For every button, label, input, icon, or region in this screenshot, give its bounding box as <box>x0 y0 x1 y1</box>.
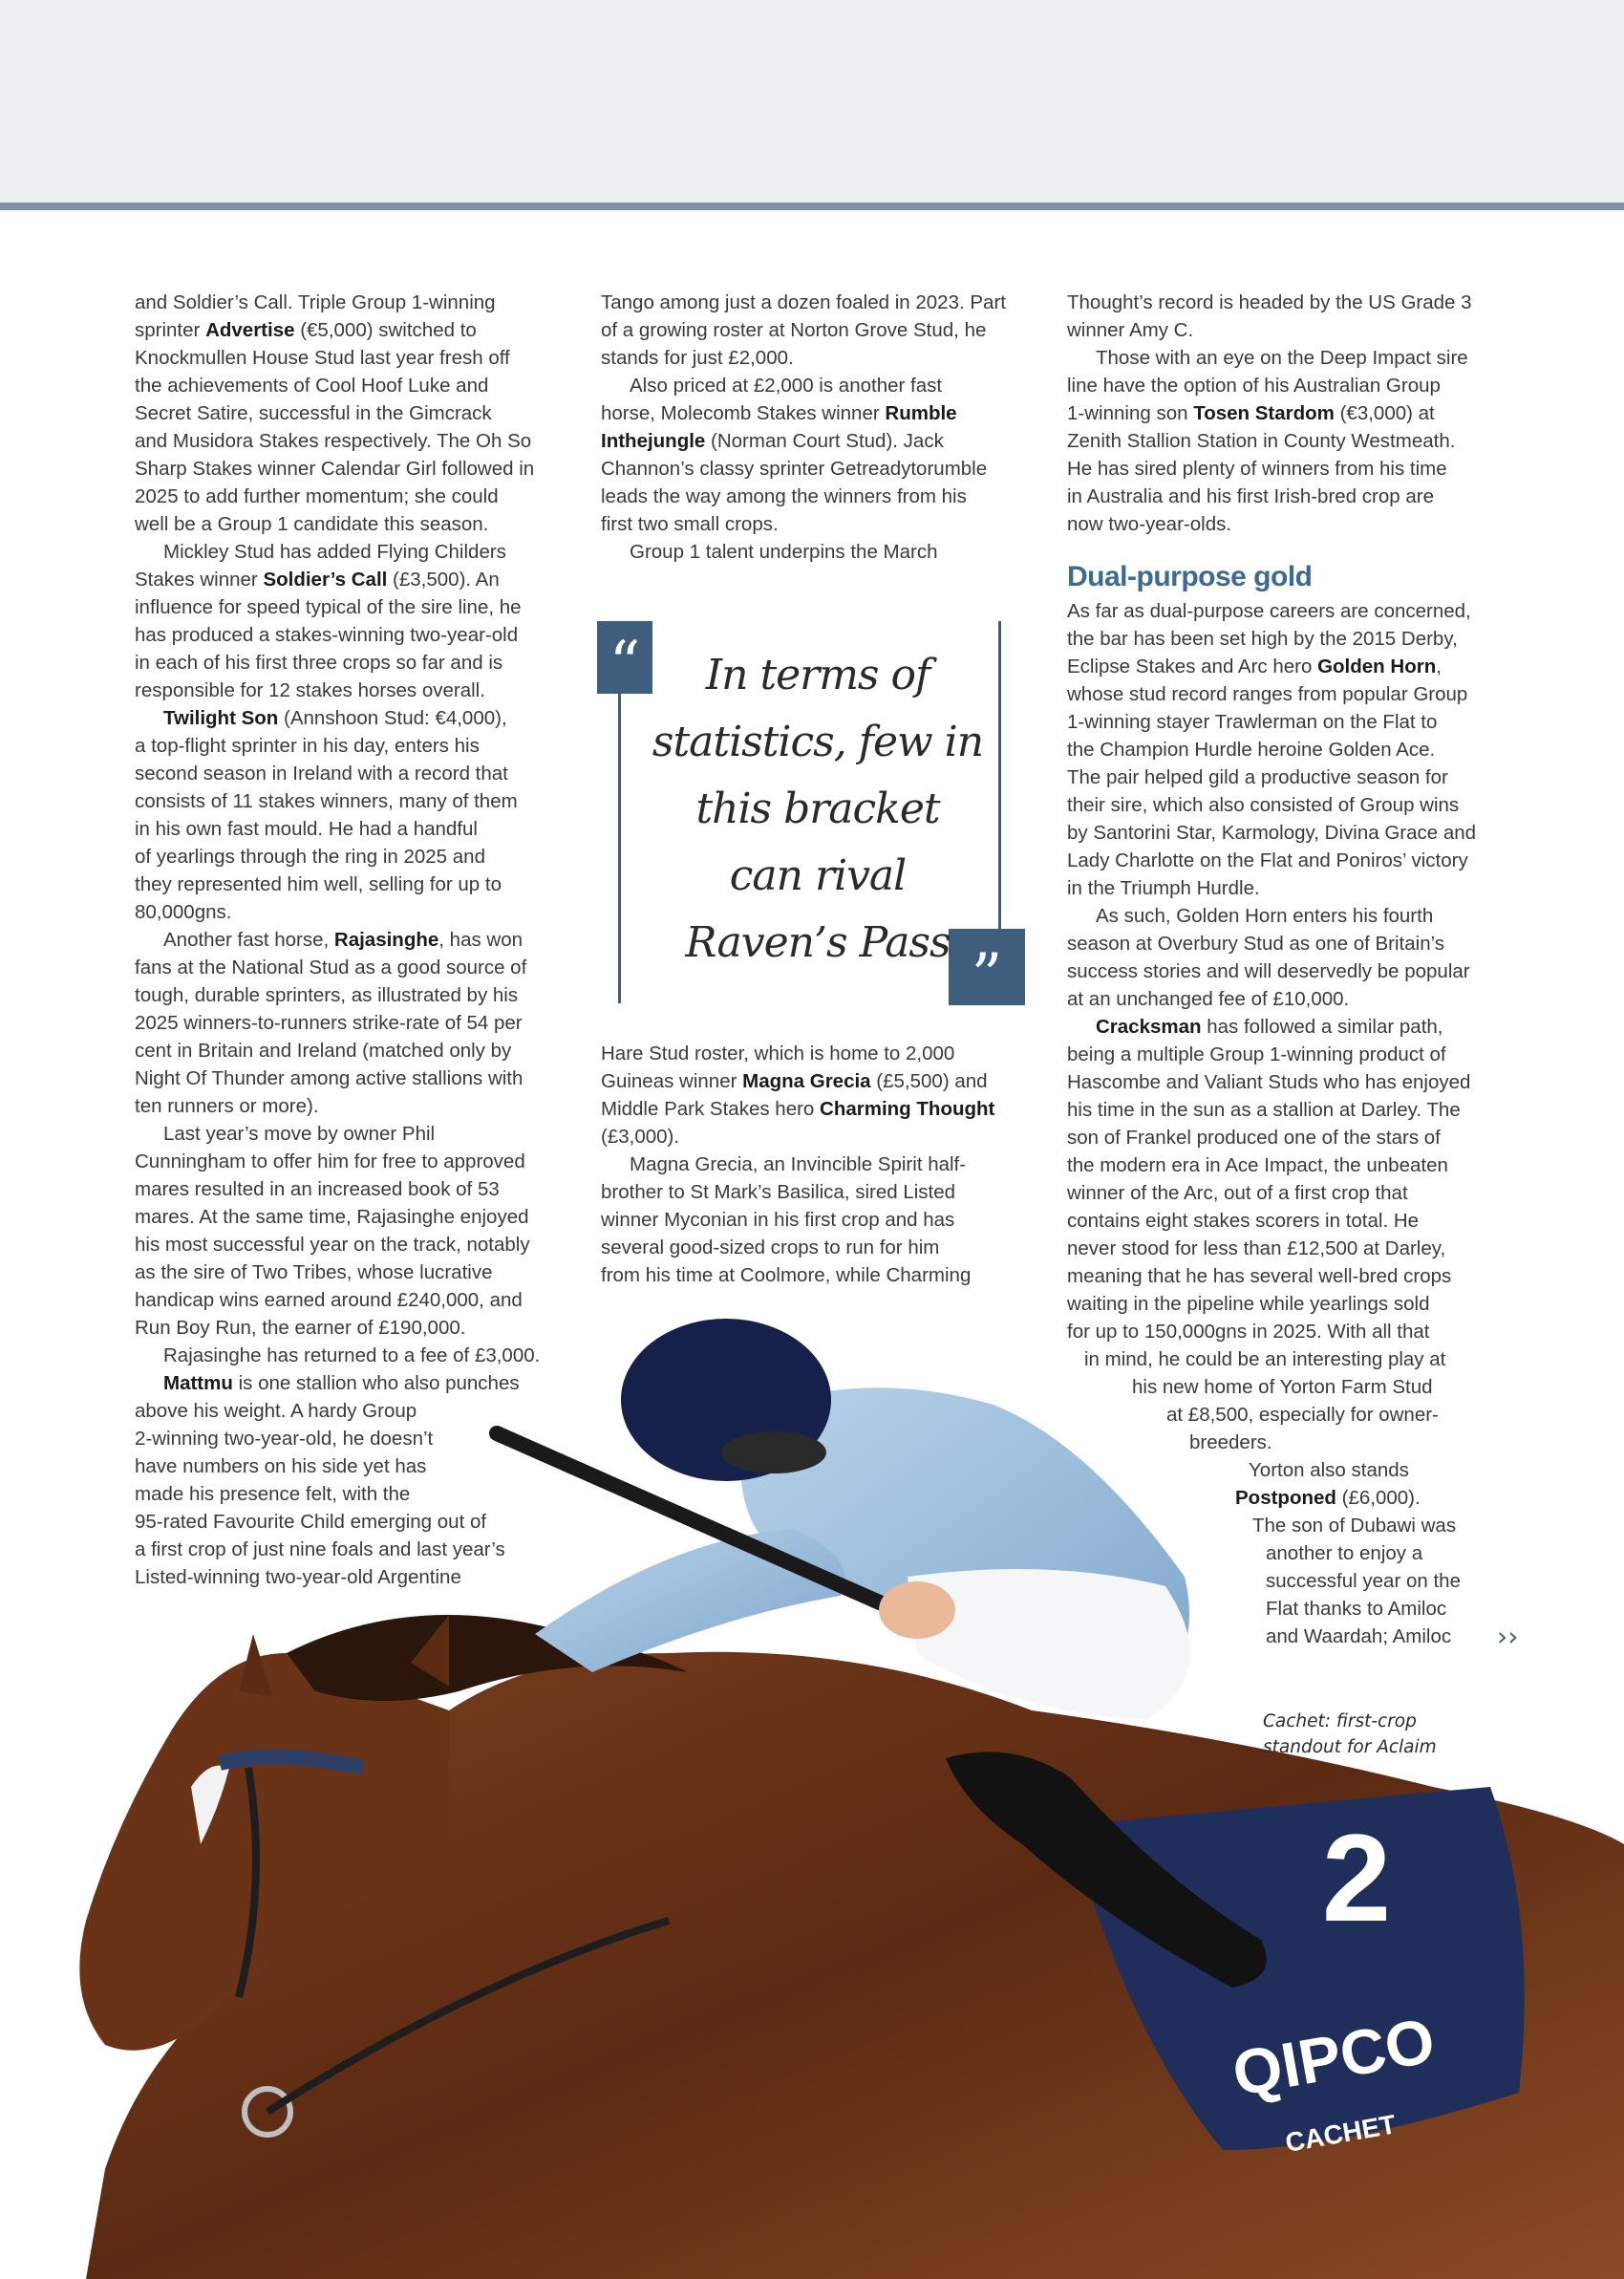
text-line: sprinter Advertise (€5,000) switched to <box>135 319 477 341</box>
text-line: The pair helped gild a productive season for <box>1067 766 1448 788</box>
text-line: Mattmu is one stallion who also punches <box>163 1372 520 1394</box>
text-line: Guineas winner Magna Grecia (£5,500) and <box>601 1070 988 1092</box>
text-line: has produced a stakes-winning two-year-old <box>135 624 519 646</box>
text-line: Inthejungle (Norman Court Stud). Jack <box>601 430 944 452</box>
pullquote-rule-right <box>998 621 1001 946</box>
text-line: Zenith Stallion Station in County Westmeath. <box>1067 430 1456 452</box>
text-line: in mind, he could be an interesting play at <box>1084 1348 1446 1370</box>
text-line: cent in Britain and Ireland (matched only by <box>135 1040 512 1062</box>
text-line: Channon’s classy sprinter Getreadytorumble <box>601 458 988 480</box>
continue-arrow-icon: ›› <box>1497 1621 1519 1652</box>
text-line: and Waardah; Amiloc <box>1266 1625 1452 1647</box>
text-line: as the sire of Two Tribes, whose lucrative <box>135 1261 493 1283</box>
text-line: at an unchanged fee of £10,000. <box>1067 988 1350 1010</box>
text-line: in each of his first three crops so far and is <box>135 652 503 674</box>
text-line: they represented him well, selling for up to <box>135 873 502 895</box>
text-line: consists of 11 stakes winners, many of them <box>135 790 518 812</box>
text-line: 1-winning stayer Trawlerman on the Flat to <box>1067 711 1438 733</box>
text-line: leads the way among the winners from his <box>601 485 967 507</box>
text-line: in the Triumph Hurdle. <box>1067 877 1260 899</box>
text-line: whose stud record ranges from popular Group <box>1067 683 1468 705</box>
text-line: 2-winning two-year-old, he doesn’t <box>135 1428 434 1450</box>
text-line: Thought’s record is headed by the US Grade 3 <box>1067 291 1472 313</box>
close-quote-icon: ” <box>949 929 1025 1005</box>
text-line: the Champion Hurdle heroine Golden Ace. <box>1067 739 1436 761</box>
text-line: second season in Ireland with a record that <box>135 763 508 785</box>
photo-caption <box>1263 1709 1511 1760</box>
caption-line: Cachet: first-crop <box>1263 1711 1417 1731</box>
text-line: of yearlings through the ring in 2025 and <box>135 846 485 868</box>
text-line: a first crop of just nine foals and last year’s <box>135 1538 505 1560</box>
racehorse-photo <box>0 1309 1624 2279</box>
text-line: waiting in the pipeline while yearlings sold <box>1067 1293 1430 1315</box>
text-line: contains eight stakes scorers in total. He <box>1067 1210 1420 1232</box>
text-line: (£3,000). <box>601 1126 680 1148</box>
text-line: Another fast horse, Rajasinghe, has won <box>163 929 524 951</box>
text-line: and Soldier’s Call. Triple Group 1-winning <box>135 291 496 313</box>
text-line: above his weight. A hardy Group <box>135 1400 417 1422</box>
text-line: and Musidora Stakes respectively. The Oh So <box>135 430 532 452</box>
text-line: Sharp Stakes winner Calendar Girl followed in <box>135 458 535 480</box>
text-line: influence for speed typical of the sire line, he <box>135 596 522 618</box>
text-line: Knockmullen House Stud last year fresh off <box>135 347 510 369</box>
text-line: winner Myconian in his first crop and has <box>601 1209 955 1231</box>
text-line: Cunningham to offer him for free to approved <box>135 1150 525 1172</box>
text-line: Flat thanks to Amiloc <box>1266 1598 1447 1620</box>
text-line: being a multiple Group 1-winning product of <box>1067 1043 1446 1065</box>
jockey-goggles <box>721 1431 826 1473</box>
text-line: brother to St Mark’s Basilica, sired Listed <box>601 1181 956 1203</box>
text-line: ten runners or more). <box>135 1095 319 1117</box>
open-quote-icon: “ <box>597 621 652 694</box>
text-line: now two-year-olds. <box>1067 513 1232 535</box>
jockey-arm <box>535 1529 844 1672</box>
text-line: mares. At the same time, Rajasinghe enjoyed <box>135 1206 529 1228</box>
text-line: Also priced at £2,000 is another fast <box>630 375 943 397</box>
text-line: Stakes winner Soldier’s Call (£3,500). An <box>135 569 500 591</box>
text-line: Mickley Stud has added Flying Childers <box>163 541 506 563</box>
text-line: Secret Satire, successful in the Gimcrack <box>135 402 492 424</box>
text-line: Magna Grecia, an Invincible Spirit half- <box>630 1153 967 1175</box>
text-line: his most successful year on the track, notably <box>135 1234 530 1256</box>
text-line: success stories and will deservedly be popular <box>1067 960 1470 982</box>
text-line: for up to 150,000gns in 2025. With all that <box>1067 1321 1430 1343</box>
text-line: Postponed (£6,000). <box>1235 1487 1421 1509</box>
text-line: the achievements of Cool Hoof Luke and <box>135 375 489 397</box>
text-line: Lady Charlotte on the Flat and Poniros’ victory <box>1067 849 1468 871</box>
pullquote-line: this bracket <box>695 785 940 833</box>
text-line: 2025 to add further momentum; she could <box>135 485 499 507</box>
text-line: a top-flight sprinter in his day, enters his <box>135 735 480 757</box>
caption-line: standout for Aclaim <box>1263 1737 1437 1757</box>
saddlecloth-name: CACHET <box>1283 2109 1399 2159</box>
header-rule <box>0 203 1624 210</box>
text-line: well be a Group 1 candidate this season. <box>135 513 489 535</box>
text-line: of a growing roster at Norton Grove Stud, he <box>601 319 987 341</box>
subheading: Dual-purpose gold <box>1067 561 1313 592</box>
pullquote-line: Raven’s Pass <box>685 918 951 967</box>
text-line: another to enjoy a <box>1266 1542 1423 1564</box>
text-line: Twilight Son (Annshoon Stud: €4,000), <box>163 707 507 729</box>
text-line: 80,000gns. <box>135 901 232 923</box>
text-line: The son of Dubawi was <box>1252 1515 1457 1537</box>
text-line: his new home of Yorton Farm Stud <box>1132 1376 1433 1398</box>
text-line: from his time at Coolmore, while Charming <box>601 1264 972 1286</box>
text-line: son of Frankel produced one of the stars of <box>1067 1127 1441 1149</box>
text-line: Eclipse Stakes and Arc hero Golden Horn, <box>1067 656 1442 677</box>
text-line: his time in the sun as a stallion at Darley. The <box>1067 1099 1461 1121</box>
pullquote <box>652 642 984 977</box>
text-line: handicap wins earned around £240,000, and <box>135 1289 523 1311</box>
text-line: As such, Golden Horn enters his fourth <box>1096 905 1434 927</box>
pullquote-line: In terms of <box>705 651 930 699</box>
jockey-hand <box>879 1581 955 1639</box>
text-line: Listed-winning two-year-old Argentine <box>135 1566 461 1588</box>
text-line: their sire, which also consisted of Group wins <box>1067 794 1460 816</box>
text-line: meaning that he has several well-bred crops <box>1067 1265 1452 1287</box>
header-band <box>0 0 1624 203</box>
text-line: Run Boy Run, the earner of £190,000. <box>135 1317 466 1339</box>
text-line: Tango among just a dozen foaled in 2023. Part <box>601 291 1006 313</box>
text-line: stands for just £2,000. <box>601 347 794 369</box>
text-line: several good-sized crops to run for him <box>601 1236 940 1258</box>
saddlecloth-number: 2 <box>1321 1808 1392 1947</box>
text-line: Yorton also stands <box>1249 1459 1409 1481</box>
text-line: Those with an eye on the Deep Impact sire <box>1096 347 1468 369</box>
text-line: Last year’s move by owner Phil <box>163 1123 436 1145</box>
text-line: the modern era in Ace Impact, the unbeaten <box>1067 1154 1448 1176</box>
column-3-top <box>1067 289 1506 538</box>
text-line: Hascombe and Valiant Studs who has enjoyed <box>1067 1071 1471 1093</box>
text-line: line have the option of his Australian Group <box>1067 375 1441 397</box>
text-line: made his presence felt, with the <box>135 1483 411 1505</box>
text-line: breeders. <box>1189 1431 1272 1453</box>
text-line: horse, Molecomb Stakes winner Rumble <box>601 402 957 424</box>
text-line: in Australia and his first Irish-bred crop are <box>1067 485 1434 507</box>
text-line: Night Of Thunder among active stallions with <box>135 1067 524 1089</box>
text-line: first two small crops. <box>601 513 779 535</box>
text-line: successful year on the <box>1266 1570 1461 1592</box>
text-line: in his own fast mould. He had a handful <box>135 818 478 840</box>
text-line: 2025 winners-to-runners strike-rate of 54 per <box>135 1012 523 1034</box>
saddlecloth-sponsor: QIPCO <box>1227 2004 1441 2110</box>
text-line: 1-winning son Tosen Stardom (€3,000) at <box>1067 402 1435 424</box>
text-line: never stood for less than £12,500 at Darley, <box>1067 1237 1446 1259</box>
column-2-bottom <box>601 1040 1031 1289</box>
text-line: responsible for 12 stakes horses overall. <box>135 679 485 701</box>
text-line: Cracksman has followed a similar path, <box>1096 1016 1443 1038</box>
text-line: 95-rated Favourite Child emerging out of <box>135 1511 487 1533</box>
pullquote-line: statistics, few in <box>652 718 984 766</box>
text-line: winner of the Arc, out of a first crop that <box>1067 1182 1408 1204</box>
text-line: season at Overbury Stud as one of Britain’s <box>1067 933 1445 955</box>
text-line: tough, durable sprinters, as illustrated by his <box>135 984 519 1006</box>
pullquote-line: can rival <box>729 851 907 900</box>
text-line: As far as dual-purpose careers are concerned, <box>1067 600 1471 622</box>
text-line: at £8,500, especially for owner- <box>1166 1404 1439 1426</box>
text-line: by Santorini Star, Karmology, Divina Grace and <box>1067 822 1477 844</box>
text-line: fans at the National Stud as a good source of <box>135 957 527 978</box>
text-line: Rajasinghe has returned to a fee of £3,000. <box>163 1344 541 1366</box>
text-line: Middle Park Stakes hero Charming Thought <box>601 1098 995 1120</box>
text-line: Group 1 talent underpins the March <box>630 541 938 563</box>
text-line: He has sired plenty of winners from his time <box>1067 458 1447 480</box>
text-line: mares resulted in an increased book of 53 <box>135 1178 500 1200</box>
text-line: winner Amy C. <box>1067 319 1194 341</box>
text-line: have numbers on his side yet has <box>135 1455 427 1477</box>
column-2-top <box>601 289 1031 566</box>
text-line: the bar has been set high by the 2015 Derby, <box>1067 628 1458 650</box>
text-line: Hare Stud roster, which is home to 2,000 <box>601 1043 955 1064</box>
